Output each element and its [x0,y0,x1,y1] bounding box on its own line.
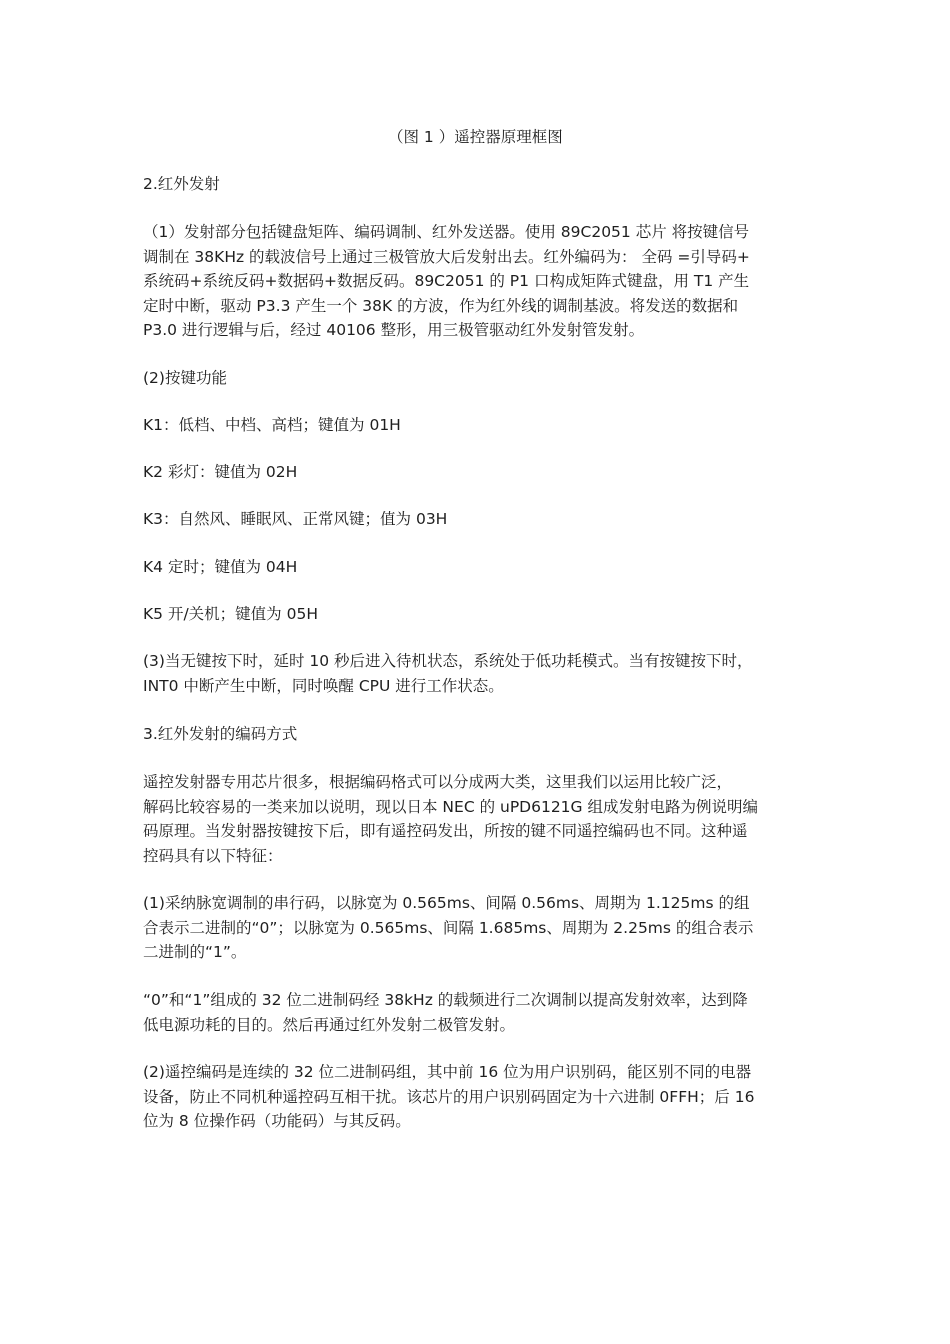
text-line: P3.0 进行逻辑与后，经过 40106 整形，用三极管驱动红外发射管发射。 [143,321,645,339]
key-item-k2: K2 彩灯：键值为 02H [143,463,298,481]
text-line: 低电源功耗的目的。然后再通过红外发射二极管发射。 [143,1015,516,1034]
text-line: 控码具有以下特征： [143,846,283,865]
text-line: (1)采纳脉宽调制的串行码，以脉宽为 0.565ms、间隔 0.56ms、周期为 1.125ms 的组 [143,894,750,912]
text-line: 遥控发射器专用芯片很多，根据编码格式可以分成两大类，这里我们以运用比较广泛， [143,773,733,791]
subsection-heading-keys: (2)按键功能 [143,369,227,387]
section-heading-ir-emission: 2.红外发射 [143,175,220,193]
text-line: 设备，防止不同机种遥控码互相干扰。该芯片的用户识别码固定为十六进制 0FFH；后 16 [143,1087,755,1106]
paragraph-modulation [143,988,808,1037]
text-line: INT0 中断产生中断，同时唤醒 CPU 进行工作状态。 [143,676,504,695]
key-item-k1: K1：低档、中档、高档；键值为 01H [143,416,401,434]
text-line: 二进制的“1”。 [143,943,247,961]
text-line: 位为 8 位操作码（功能码）与其反码。 [143,1112,411,1130]
figure-caption: （图 1 ）遥控器原理框图 [388,128,563,146]
key-item-k3: K3：自然风、睡眠风、正常风键；值为 03H [143,510,448,528]
key-item-k4: K4 定时；键值为 04H [143,558,298,576]
text-line: 合表示二进制的“0”；以脉宽为 0.565ms、间隔 1.685ms、周期为 2.25ms 的组合表示 [143,918,754,937]
paragraph-feature-pulse-width [143,891,808,965]
text-line: “0”和“1”组成的 32 位二进制码经 38kHz 的载频进行二次调制以提高发射效率，达到降 [143,991,748,1009]
text-line: （1）发射部分包括键盘矩阵、编码调制、红外发送器。使用 89C2051 芯片 将按键信号 [143,223,750,241]
text-line: 解码比较容易的一类来加以说明，现以日本 NEC 的 uPD6121G 组成发射电路为例说明编 [143,797,758,816]
text-line: 调制在 38KHz 的载波信号上通过三极管放大后发射出去。红外编码为： 全码 =引导码+ [143,247,750,266]
paragraph-standby [143,649,808,698]
text-line: 码原理。当发射器按键按下后，即有遥控码发出，所按的键不同遥控编码也不同。这种遥 [143,822,748,840]
paragraph-feature-code-group [143,1060,808,1134]
key-item-k5: K5 开/关机；键值为 05H [143,605,318,623]
paragraph-emission-overview [143,220,808,343]
text-line: 系统码+系统反码+数据码+数据反码。89C2051 的 P1 口构成矩阵式键盘，用 T1 产生 [143,272,750,290]
paragraph-encoding-intro [143,770,808,868]
text-line: 定时中断，驱动 P3.3 产生一个 38K 的方波，作为红外线的调制基波。将发送的数据和 [143,296,739,315]
text-line: (2)遥控编码是连续的 32 位二进制码组，其中前 16 位为用户识别码，能区别不同的电器 [143,1063,752,1081]
section-heading-encoding: 3.红外发射的编码方式 [143,725,298,743]
text-line: (3)当无键按下时，延时 10 秒后进入待机状态，系统处于低功耗模式。当有按键按下时， [143,652,753,670]
